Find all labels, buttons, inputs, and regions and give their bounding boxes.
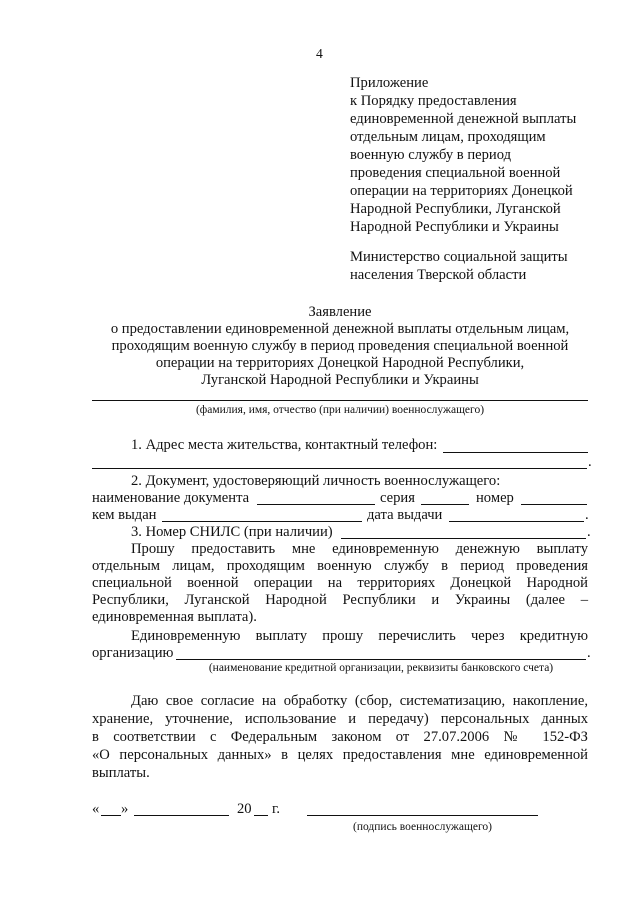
appendix-line: военную службу в период: [350, 147, 512, 163]
date-close-quote: »: [121, 801, 129, 817]
issue-date-label: дата выдачи: [367, 507, 443, 523]
date-open-quote: «: [92, 801, 100, 817]
date-year-input-line[interactable]: [254, 815, 268, 816]
request-line: специальной военной операции на территориях Донецкой Народной: [92, 575, 588, 591]
date-day-input-line[interactable]: [101, 815, 121, 816]
series-input-line[interactable]: [421, 504, 469, 505]
appendix-line: операции на территориях Донецкой: [350, 183, 573, 199]
phone-input-line[interactable]: [443, 452, 588, 453]
request-line: единовременная выплата).: [92, 609, 257, 625]
date-month-input-line[interactable]: [134, 815, 229, 816]
doc-name-input-line[interactable]: [257, 504, 375, 505]
fio-input-line[interactable]: [92, 400, 588, 401]
appendix-line: отдельным лицам, проходящим: [350, 129, 546, 145]
document-label: 2. Документ, удостоверяющий личность военнослужащего:: [131, 473, 501, 489]
request-line: Республики, Луганской Народной Республики и Украины (далее –: [92, 592, 588, 608]
address-label: 1. Адрес места жительства, контактный телефон:: [131, 437, 438, 453]
issue-date-input-line[interactable]: [449, 521, 584, 522]
organization-label: организацию: [92, 645, 174, 661]
consent-line: хранение, уточнение, использование и передачу) персональных данных: [92, 711, 588, 727]
transfer-line: Единовременную выплату прошу перечислить через кредитную: [131, 628, 588, 644]
address-input-line[interactable]: [92, 468, 587, 469]
snils-end-period: .: [587, 524, 591, 540]
date-year-suffix: г.: [272, 801, 280, 817]
page-number: 4: [316, 46, 323, 61]
addressee-line: населения Тверской области: [350, 267, 527, 283]
issued-by-label: кем выдан: [92, 507, 157, 523]
number-label: номер: [476, 490, 514, 506]
doc-name-label: наименование документа: [92, 490, 250, 506]
appendix-line: Народной Республики и Украины: [350, 219, 559, 235]
appendix-line: единовременной денежной выплаты: [350, 111, 577, 127]
title-line: проходящим военную службу в период проведения специальной военной: [111, 338, 569, 354]
consent-line: в соответствии с Федеральным законом от 27.07.2006 № 152-ФЗ: [92, 729, 588, 745]
addressee-line: Министерство социальной защиты: [350, 249, 568, 265]
consent-line: выплаты.: [92, 765, 150, 781]
number-input-line[interactable]: [521, 504, 587, 505]
issued-by-input-line[interactable]: [162, 521, 362, 522]
signature-caption: (подпись военнослужащего): [353, 821, 492, 833]
fio-caption: (фамилия, имя, отчество (при наличии) военнослужащего): [195, 404, 485, 416]
title-line: операции на территориях Донецкой Народной Республики,: [155, 355, 525, 371]
request-line: отдельным лицам, проходящим военную службу в период проведения: [92, 558, 588, 574]
organization-end-period: .: [587, 645, 591, 661]
snils-input-line[interactable]: [341, 538, 586, 539]
series-label: серия: [380, 490, 415, 506]
organization-caption: (наименование кредитной организации, реквизиты банковского счета): [208, 662, 554, 674]
request-line: Прошу предоставить мне единовременную денежную выплату: [131, 541, 588, 557]
document-title: Заявление: [308, 304, 372, 320]
appendix-line: к Порядку предоставления: [350, 93, 517, 109]
organization-input-line[interactable]: [176, 659, 586, 660]
appendix-line: Приложение: [350, 75, 429, 91]
title-line: о предоставлении единовременной денежной выплаты отдельным лицам,: [110, 321, 570, 337]
snils-label: 3. Номер СНИЛС (при наличии): [131, 524, 333, 540]
appendix-line: Народной Республики, Луганской: [350, 201, 561, 217]
title-line: Луганской Народной Республики и Украины: [201, 372, 479, 388]
appendix-line: проведения специальной военной: [350, 165, 561, 181]
date-century: 20: [237, 801, 252, 817]
document-end-period: .: [585, 507, 589, 523]
signature-input-line[interactable]: [307, 815, 538, 816]
consent-line: «О персональных данных» в целях предоставления мне единовременной: [92, 747, 588, 763]
address-end-period: .: [588, 454, 592, 470]
consent-line: Даю свое согласие на обработку (сбор, систематизацию, накопление,: [131, 693, 588, 709]
